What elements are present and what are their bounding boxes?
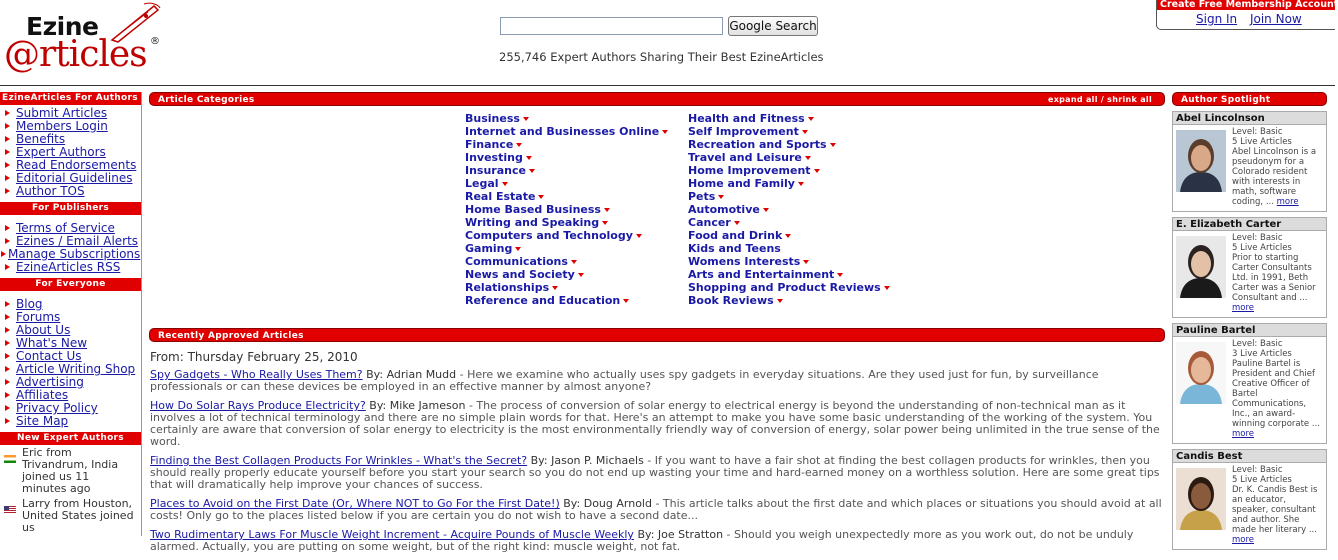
- expand-arrow-icon[interactable]: [777, 299, 783, 303]
- category-computers-and-technology[interactable]: [465, 229, 668, 242]
- author-photo[interactable]: [1176, 468, 1226, 530]
- author-level: Level: Basic: [1232, 127, 1283, 137]
- article-item: [150, 400, 1165, 448]
- category-recreation-and-sports[interactable]: [688, 138, 890, 151]
- category-food-and-drink[interactable]: [688, 229, 890, 242]
- expand-arrow-icon[interactable]: [837, 273, 843, 277]
- article-title-link[interactable]: How Do Solar Rays Produce Electricity?: [150, 399, 366, 412]
- category-finance[interactable]: [465, 138, 668, 151]
- category-label: Computers and Technology: [465, 229, 633, 242]
- new-authors-section-title: New Expert Authors: [0, 432, 141, 445]
- sidebar-link[interactable]: Author TOS: [16, 184, 85, 198]
- article-title-link[interactable]: Two Rudimentary Laws For Muscle Weight Increment - Acquire Pounds of Muscle Weekly: [150, 528, 634, 541]
- new-author-item: [4, 498, 137, 534]
- article-by-label: By:: [637, 528, 655, 541]
- spotlight-author: [1172, 323, 1327, 444]
- expand-arrow-icon[interactable]: [578, 273, 584, 277]
- category-label: Pets: [688, 190, 716, 203]
- category-label: Recreation and Sports: [688, 138, 827, 151]
- author-bio-text: Abel Lincolnson is a pseudonym for a Colorado resident with interests in math, software coding, ...: [1232, 147, 1317, 207]
- category-column-1: [465, 112, 668, 307]
- sidebar-link[interactable]: Expert Authors: [16, 145, 106, 159]
- sign-in-link[interactable]: Sign In: [1196, 12, 1238, 26]
- author-photo[interactable]: [1176, 342, 1226, 404]
- expand-arrow-icon[interactable]: [516, 143, 522, 147]
- expand-arrow-icon[interactable]: [803, 260, 809, 264]
- expand-arrow-icon[interactable]: [884, 286, 890, 290]
- category-label: Home Based Business: [465, 203, 601, 216]
- expand-arrow-icon[interactable]: [526, 156, 532, 160]
- category-label: News and Society: [465, 268, 575, 281]
- author-bio: [1232, 359, 1322, 439]
- expand-shrink-link[interactable]: expand all / shrink all: [1047, 95, 1152, 104]
- category-self-improvement[interactable]: [688, 125, 890, 138]
- category-home-improvement[interactable]: [688, 164, 890, 177]
- category-label: Legal: [465, 177, 499, 190]
- spotlight-author: [1172, 111, 1327, 212]
- category-travel-and-leisure[interactable]: [688, 151, 890, 164]
- expand-arrow-icon[interactable]: [636, 234, 642, 238]
- category-label: Business: [465, 112, 520, 125]
- category-real-estate[interactable]: [465, 190, 668, 203]
- category-cancer[interactable]: [688, 216, 890, 229]
- new-author-text: Eric from Trivandrum, India joined us 11 minutes ago: [22, 446, 119, 495]
- sidebar-link[interactable]: About Us: [16, 323, 71, 337]
- category-label: Shopping and Product Reviews: [688, 281, 881, 294]
- category-label: Book Reviews: [688, 294, 774, 307]
- category-label: Womens Interests: [688, 255, 801, 268]
- article-summary: - The process of conversion of solar energy to electrical energy is beyond the understanding of non-technical man as it involves a lot of technical terminology and there are no simple plain words for that. Here's an attempt to make you have some basic understanding of the working of the system. You certainly are aware that conversion of solar energy to electricity is the most environmentally friendly way of conversion of energy, solar power being unlimited in the true sense of the word.: [150, 399, 1160, 448]
- sidebar-link[interactable]: Site Map: [16, 414, 69, 428]
- new-author-item: [4, 447, 137, 495]
- expand-arrow-icon[interactable]: [604, 208, 610, 212]
- article-by-label: By:: [369, 399, 387, 412]
- article-summary: - Here we examine who actually uses spy gadgets in everyday situations. Are they used just for fun, by surveillance professionals or can these devices be employed in an effective manner by almost anyone?: [150, 368, 1099, 393]
- spotlight-author-name[interactable]: Candis Best: [1173, 450, 1326, 463]
- author-article-count: 5 Live Articles: [1232, 137, 1292, 147]
- category-label: Investing: [465, 151, 523, 164]
- category-label: Finance: [465, 138, 514, 151]
- expand-arrow-icon[interactable]: [602, 221, 608, 225]
- article-author: Doug Arnold: [583, 497, 652, 510]
- category-label: Travel and Leisure: [688, 151, 802, 164]
- author-bio-text: Prior to starting Carter Consultants Ltd. in 1991, Beth Carter was a Senior Consultant and ...: [1232, 253, 1316, 303]
- spotlight-author-name[interactable]: E. Elizabeth Carter: [1173, 218, 1326, 231]
- category-label: Insurance: [465, 164, 526, 177]
- author-level: Level: Basic: [1232, 233, 1283, 243]
- article-item: [150, 529, 1165, 553]
- article-summary: - If you want to have a fair shot at finding the best collagen products for wrinkles, then you should really properly educate yourself before you start your search so you do not end up wasting your time and hard-earned money on a worthless solution. Here are some great tips that will dramatically help improve your chances of success.: [150, 454, 1160, 491]
- category-label: Writing and Speaking: [465, 216, 600, 229]
- header-divider: [0, 85, 1335, 86]
- category-arts-and-entertainment[interactable]: [688, 268, 890, 281]
- tagline: 255,746 Expert Authors Sharing Their Best EzineArticles: [499, 50, 824, 64]
- expand-arrow-icon[interactable]: [808, 117, 814, 121]
- sidebar-link[interactable]: Ezines / Email Alerts: [16, 234, 139, 248]
- sidebar-link[interactable]: EzineArticles RSS: [16, 260, 121, 274]
- article-author: Jason P. Michaels: [551, 454, 644, 467]
- article-title-link[interactable]: Places to Avoid on the First Date (Or, Where NOT to Go For the First Date!): [150, 497, 560, 510]
- category-label: Reference and Education: [465, 294, 621, 307]
- sidebar-link[interactable]: Editorial Guidelines: [16, 171, 133, 185]
- expand-arrow-icon[interactable]: [662, 130, 668, 134]
- spotlight-author-name[interactable]: Pauline Bartel: [1173, 324, 1326, 337]
- expand-arrow-icon[interactable]: [502, 182, 508, 186]
- category-health-and-fitness[interactable]: [688, 112, 890, 125]
- article-title-link[interactable]: Spy Gadgets - Who Really Uses Them?: [150, 368, 363, 381]
- author-more-link[interactable]: more: [1232, 535, 1255, 545]
- category-automotive[interactable]: [688, 203, 890, 216]
- expand-arrow-icon[interactable]: [785, 234, 791, 238]
- expand-arrow-icon[interactable]: [515, 247, 521, 251]
- expand-arrow-icon[interactable]: [814, 169, 820, 173]
- spotlight-author: [1172, 217, 1327, 318]
- category-news-and-society[interactable]: [465, 268, 668, 281]
- sidebar-item-author-tos: [4, 185, 141, 198]
- publishers-menu: [0, 220, 141, 278]
- category-label: Home and Family: [688, 177, 795, 190]
- main-content: [149, 92, 1165, 560]
- category-book-reviews[interactable]: [688, 294, 890, 307]
- everyone-section-title: For Everyone: [0, 278, 141, 291]
- author-photo[interactable]: [1176, 130, 1226, 192]
- sidebar-link[interactable]: Advertising: [16, 375, 84, 389]
- author-bio-text: Pauline Bartel is President and Chief Creative Officer of Bartel Communications, Inc., an award-winning corporate ...: [1232, 359, 1320, 429]
- author-article-count: 5 Live Articles: [1232, 243, 1292, 253]
- sidebar-link[interactable]: Article Writing Shop: [16, 362, 136, 376]
- spotlight-author: [1172, 449, 1327, 550]
- sidebar-link[interactable]: Blog: [16, 297, 43, 311]
- author-bio: [1232, 147, 1322, 207]
- category-label: Health and Fitness: [688, 112, 805, 125]
- india-flag-icon: [4, 455, 16, 463]
- category-investing[interactable]: [465, 151, 668, 164]
- publishers-section-title: For Publishers: [0, 202, 141, 215]
- article-item: [150, 369, 1165, 393]
- recent-articles-section-title: Recently Approved Articles: [149, 328, 1165, 342]
- sidebar-link[interactable]: Affiliates: [16, 388, 69, 402]
- author-bio: [1232, 485, 1322, 545]
- category-label: Real Estate: [465, 190, 536, 203]
- author-spotlight-list: [1172, 111, 1327, 550]
- category-shopping-and-product-reviews[interactable]: [688, 281, 890, 294]
- sidebar-link[interactable]: Read Endorsements: [16, 158, 137, 172]
- author-level: Level: Basic: [1232, 465, 1283, 475]
- article-by-label: By:: [530, 454, 548, 467]
- sidebar-link[interactable]: What's New: [16, 336, 88, 350]
- category-label: Self Improvement: [688, 125, 799, 138]
- category-list: [149, 106, 1165, 326]
- expand-arrow-icon[interactable]: [718, 195, 724, 199]
- expand-arrow-icon[interactable]: [529, 169, 535, 173]
- expand-arrow-icon[interactable]: [538, 195, 544, 199]
- article-author: Joe Stratton: [657, 528, 724, 541]
- article-author: Mike Jameson: [389, 399, 466, 412]
- category-home-and-family[interactable]: [688, 177, 890, 190]
- expand-arrow-icon[interactable]: [763, 208, 769, 212]
- article-title-link[interactable]: Finding the Best Collagen Products For Wrinkles - What's the Secret?: [150, 454, 528, 467]
- sidebar-link[interactable]: Submit Articles: [16, 106, 108, 120]
- google-search-button[interactable]: Google Search: [728, 16, 818, 36]
- right-sidebar: [1172, 92, 1327, 550]
- article-item: [150, 498, 1165, 522]
- category-relationships[interactable]: [465, 281, 668, 294]
- article-summary: - This article talks about the first date and which places or situations you should avoid at all costs! Only go to the places listed below if you are certain you do not wish to have a second date...: [150, 497, 1162, 522]
- expand-arrow-icon[interactable]: [552, 286, 558, 290]
- category-label: Cancer: [688, 216, 731, 229]
- registered-mark: ®: [150, 36, 160, 47]
- search-input[interactable]: [500, 17, 723, 35]
- author-photo[interactable]: [1176, 236, 1226, 298]
- expand-arrow-icon[interactable]: [734, 221, 740, 225]
- category-column-2: [688, 112, 890, 307]
- category-kids-and-teens[interactable]: [688, 242, 890, 255]
- sidebar-item-site-map: [4, 415, 141, 428]
- author-bio-text: Dr. K. Candis Best is an educator, speaker, consultant and author. She made her literary ...: [1232, 485, 1318, 535]
- category-label: Gaming: [465, 242, 513, 255]
- expand-arrow-icon[interactable]: [802, 130, 808, 134]
- category-insurance[interactable]: [465, 164, 668, 177]
- join-now-link[interactable]: Join Now: [1249, 12, 1302, 26]
- category-legal[interactable]: [465, 177, 668, 190]
- logo-text-articles: @rticles: [4, 34, 147, 75]
- category-writing-and-speaking[interactable]: [465, 216, 668, 229]
- author-level: Level: Basic: [1232, 339, 1283, 349]
- expand-arrow-icon[interactable]: [523, 117, 529, 121]
- sidebar-link[interactable]: Privacy Policy: [16, 401, 98, 415]
- sidebar-link[interactable]: Members Login: [16, 119, 108, 133]
- new-authors-list: [0, 445, 141, 539]
- author-more-link[interactable]: more: [1232, 429, 1255, 439]
- author-bio: [1232, 253, 1322, 313]
- categories-section-title: [149, 92, 1165, 106]
- author-more-link[interactable]: more: [1276, 197, 1299, 207]
- category-label: Internet and Businesses Online: [465, 125, 660, 138]
- new-author-text: Larry from Houston, United States joined us: [22, 497, 134, 534]
- category-label: Communications: [465, 255, 568, 268]
- author-spotlight-title: Author Spotlight: [1172, 92, 1327, 106]
- expand-arrow-icon[interactable]: [830, 143, 836, 147]
- category-label: Automotive: [688, 203, 760, 216]
- expand-arrow-icon[interactable]: [798, 182, 804, 186]
- expand-arrow-icon[interactable]: [623, 299, 629, 303]
- author-article-count: 3 Live Articles: [1232, 349, 1292, 359]
- membership-box: [1156, 0, 1338, 30]
- category-business[interactable]: [465, 112, 668, 125]
- category-home-based-business[interactable]: [465, 203, 668, 216]
- category-internet-and-businesses-online[interactable]: [465, 125, 668, 138]
- authors-section-title: EzineArticles For Authors: [0, 92, 141, 105]
- article-author: Adrian Mudd: [386, 368, 457, 381]
- expand-arrow-icon[interactable]: [571, 260, 577, 264]
- category-label: Kids and Teens: [688, 242, 781, 255]
- sidebar-item-ezinearticles-rss: [4, 261, 141, 274]
- category-gaming[interactable]: [465, 242, 668, 255]
- article-by-label: By:: [563, 497, 581, 510]
- articles-date: From: Thursday February 25, 2010: [150, 350, 358, 364]
- create-membership-link[interactable]: Create Free Membership Account: [1157, 0, 1335, 10]
- category-pets[interactable]: [688, 190, 890, 203]
- categories-title: Article Categories: [158, 95, 255, 105]
- category-label: Home Improvement: [688, 164, 811, 177]
- spotlight-author-name[interactable]: Abel Lincolnson: [1173, 112, 1326, 125]
- sidebar-link[interactable]: Benefits: [16, 132, 66, 146]
- category-label: Relationships: [465, 281, 550, 294]
- author-article-count: 5 Live Articles: [1232, 475, 1292, 485]
- left-sidebar: [0, 92, 142, 536]
- category-label: Arts and Entertainment: [688, 268, 835, 281]
- category-communications[interactable]: [465, 255, 668, 268]
- sidebar-link[interactable]: Forums: [16, 310, 61, 324]
- sidebar-link[interactable]: Manage Subscriptions: [8, 247, 141, 261]
- sidebar-link[interactable]: Terms of Service: [16, 221, 115, 235]
- ezinearticles-logo[interactable]: [4, 4, 164, 80]
- logo-text-ezine: Ezine: [26, 12, 99, 41]
- recent-articles-list: [149, 369, 1165, 553]
- category-womens-interests[interactable]: [688, 255, 890, 268]
- author-more-link[interactable]: more: [1232, 303, 1255, 313]
- authors-menu: [0, 105, 141, 202]
- article-by-label: By:: [366, 368, 384, 381]
- sidebar-link[interactable]: Contact Us: [16, 349, 82, 363]
- us-flag-icon: [4, 506, 16, 514]
- category-label: Food and Drink: [688, 229, 783, 242]
- expand-arrow-icon[interactable]: [805, 156, 811, 160]
- article-item: [150, 455, 1165, 491]
- article-summary: - Should you weigh unexpectedly more as you work out, do not be unduly alarmed. Actually, you are putting on some weight, but of the right kind: muscle weight, not fat.: [150, 528, 1134, 553]
- category-reference-and-education[interactable]: [465, 294, 668, 307]
- everyone-menu: [0, 296, 141, 432]
